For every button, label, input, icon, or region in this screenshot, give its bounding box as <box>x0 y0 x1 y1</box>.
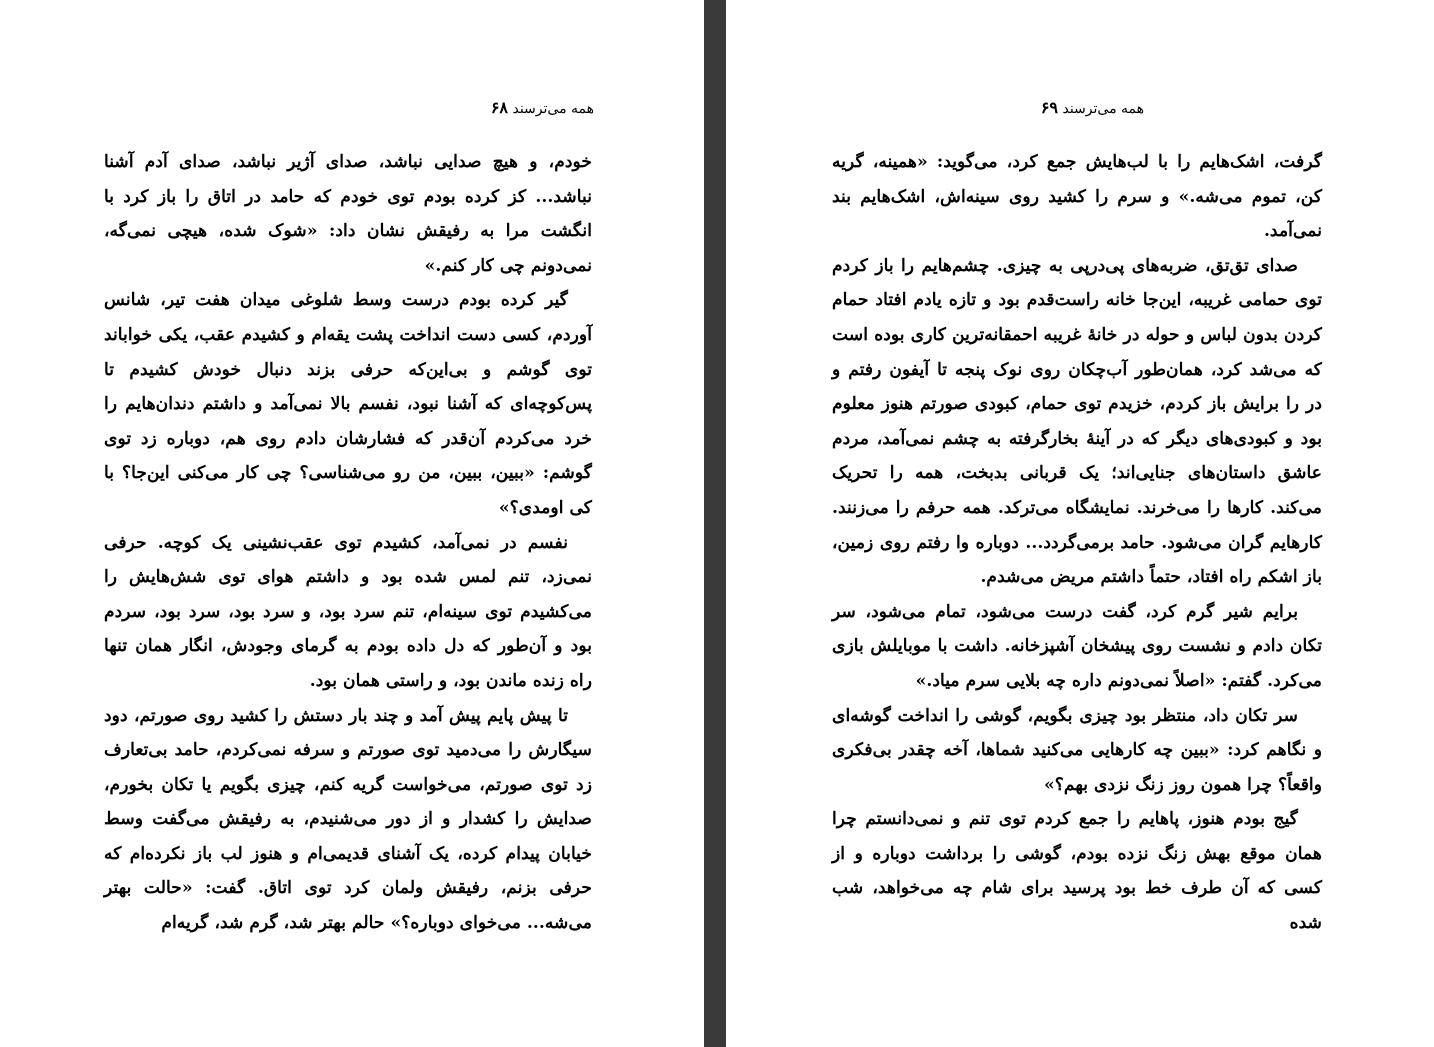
paragraph: گرفت، اشک‌هایم را با لب‌هایش جمع کرد، می‌گوید: «همینه، گریه کن، تموم می‌شه.» و سرم را کشید روی سینه‌اش، اشک‌هایم بند نمی‌آمد. <box>832 152 1322 242</box>
right-page <box>726 0 1434 1047</box>
paragraph: تا پیش پایم پیش آمد و چند بار دستش را کشید روی صورتم، دود سیگارش را می‌دمید توی صورتم و سرفه نمی‌کردم، حامد بی‌تعارف زد توی صورتم، می‌خواست گریه کنم، چیزی بگویم یا تکان بخورم، صدایش را کشدار و از دور می‌شنیدم، به رفیقش می‌گفت وسط خیابان پیدام کرده، یک آشنای قدیمی‌ام و هنوز لب باز نکرده‌ام که حرفی بزنم، رفیقش ولمان کرد توی اتاق. گفت: «حالت بهتر می‌شه... می‌خوای دوباره؟» حالم بهتر شد، گرم شد، گریه‌ام <box>104 705 592 934</box>
paragraph: برایم شیر گرم کرد، گفت درست می‌شود، تمام می‌شود، سر تکان دادم و نشست روی پیشخان آشپزخانه. داشت با موبایلش بازی می‌کرد. گفتم: «اصلاً نمی‌دونم داره چه بلایی سرم میاد.» <box>832 601 1322 691</box>
paragraph: نفسم در نمی‌آمد، کشیدم توی عقب‌نشینی یک کوچه. حرفی نمی‌زد، تنم لمس شده بود و داشتم هوای توی شش‌هایش را می‌کشیدم توی سینه‌ام، تنم سرد بود، و سرد بود، سرد بود، سردم بود و آن‌طور که دل داده بودم به گرمای وجودش، انگار همان تنها راه زنده ماندن بود، و راستی همان بود. <box>104 532 592 691</box>
book-spine-gutter <box>704 0 726 1047</box>
paragraph: خودم، و هیچ صدایی نباشد، صدای آژیر نباشد، صدای آدم آشنا نباشد... کز کرده بودم توی خودم که حامد در اتاق را باز کرد با انگشت مرا به رفیقش نشان داد: «شوک شده، هیچی نمی‌گه، نمی‌دونم چی کار کنم.» <box>104 152 592 276</box>
left-page-header <box>445 98 594 122</box>
paragraph: گیر کرده بودم درست وسط شلوغی میدان هفت تیر، شانس آوردم، کسی دست انداخت پشت یقه‌ام و کشیدم عقب، یکی خواباند توی گوشم و بی‌این‌که حرفی بزند دنبال خودش کشیدم تا پس‌کوچه‌ای که آشنا نبود، نفسم بالا نمی‌آمد و داشتم دندان‌هایم را خرد می‌کردم آن‌قدر که فشارشان دادم روی هم، دوباره زد توی گوشم: «ببین، ببین، من رو می‌شناسی؟ چی کار می‌کنی این‌جا؟ با کی اومدی؟» <box>104 290 592 518</box>
paragraph: صدای تق‌تق، ضربه‌های پی‌درپی به چیزی. چشم‌هایم را باز کردم توی حمامی غریبه، این‌جا خانه راست‌قدم بود و تازه یادم افتاد حمام کردن بدون لباس و حوله در خانهٔ غریبه احمقانه‌ترین کاری بوده است که می‌شد کرد، همان‌طور آب‌چکان روی نوک پنجه تا آیفون رفتم و در را برایش باز کردم، خزیدم توی حمام، کبودی صورتم هنوز معلوم بود و کبودی‌های دیگر که در آینهٔ بخارگرفته به چشم نمی‌آمد، مردم عاشق داستان‌های جنایی‌اند؛ یک قربانی بدبخت، همه را تحریک می‌کند. کارها را می‌خرند. نمایشگاه می‌ترکد. همه حرفم را می‌زنند. کارهایم گران می‌شود. حامد برمی‌گردد... دوباره وا رفتم روی زمین، باز اشکم راه افتاد، حتماً داشتم مریض می‌شدم. <box>832 255 1322 588</box>
right-page-header <box>995 98 1144 122</box>
paragraph: سر تکان داد، منتظر بود چیزی بگویم، گوشی را انداخت گوشه‌ای و نگاهم کرد: «ببین چه کارهایی می‌کنید شماها، آخه چقدر بی‌فکری واقعاً؟ چرا همون روز زنگ نزدی بهم؟» <box>832 705 1322 795</box>
running-title: همه می‌ترسند <box>512 101 594 117</box>
left-page <box>0 0 704 1047</box>
page-number: ۶۹ <box>1040 98 1059 117</box>
page-number: ۶۸ <box>490 98 509 117</box>
right-page-body <box>832 145 1322 941</box>
paragraph: گیج بودم هنوز، پاهایم را جمع کردم توی تنم و نمی‌دانستم چرا همان موقع بهش زنگ نزده بودم، گوشی را برداشت دوباره و از کسی که آن طرف خط بود پرسید برای شام چه می‌خواهد، شب شده <box>832 809 1322 934</box>
running-title: همه می‌ترسند <box>1062 101 1144 117</box>
left-page-body <box>104 145 592 941</box>
